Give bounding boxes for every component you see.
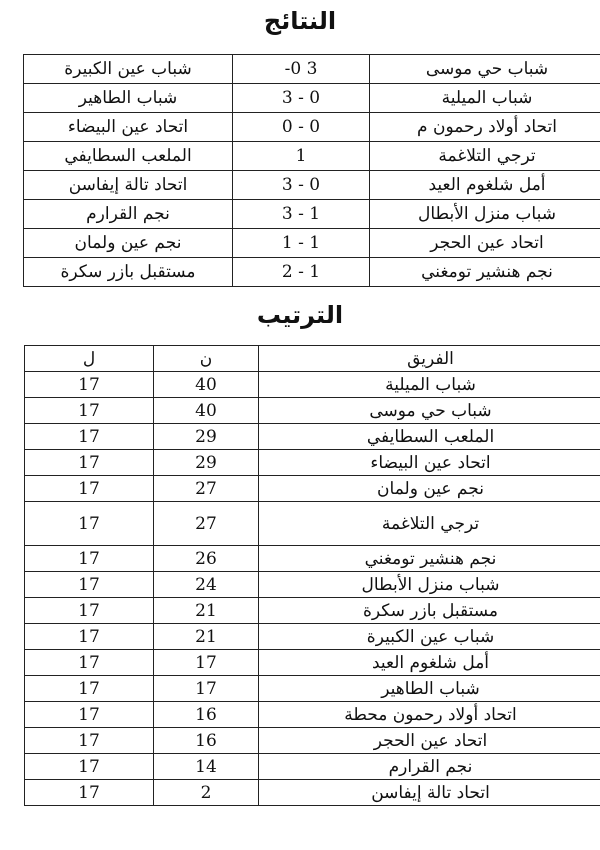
table-row xyxy=(25,780,600,806)
team-column-header: الفريق xyxy=(259,346,600,372)
away-team: شباب الطاهير xyxy=(24,84,233,113)
points-cell: 16 xyxy=(154,702,259,728)
table-row xyxy=(25,372,600,398)
team-cell: أمل شلغوم العيد xyxy=(259,650,600,676)
team-cell: اتحاد عين الحجر xyxy=(259,728,600,754)
table-row xyxy=(25,572,600,598)
table-row xyxy=(25,754,600,780)
match-score: 3 - 0 xyxy=(233,84,370,113)
away-team: نجم القرارم xyxy=(24,200,233,229)
home-team: ترجي التلاغمة xyxy=(370,142,600,171)
points-cell: 40 xyxy=(154,372,259,398)
home-team: نجم هنشير تومغني xyxy=(370,258,600,287)
played-cell: 17 xyxy=(25,650,154,676)
played-cell: 17 xyxy=(25,702,154,728)
team-cell: اتحاد تالة إيفاسن xyxy=(259,780,600,806)
team-cell: شباب حي موسى xyxy=(259,398,600,424)
points-cell: 21 xyxy=(154,624,259,650)
played-cell: 17 xyxy=(25,424,154,450)
points-column-header: ن xyxy=(154,346,259,372)
table-row xyxy=(25,598,600,624)
team-cell: اتحاد عين البيضاء xyxy=(259,450,600,476)
table-header-row xyxy=(25,346,600,372)
home-team: شباب الميلية xyxy=(370,84,600,113)
team-cell: شباب منزل الأبطال xyxy=(259,572,600,598)
match-score: 1 - 1 xyxy=(233,229,370,258)
away-team: شباب عين الكبيرة xyxy=(24,55,233,84)
points-cell: 40 xyxy=(154,398,259,424)
team-cell: اتحاد أولاد رحمون محطة xyxy=(259,702,600,728)
away-team: نجم عين ولمان xyxy=(24,229,233,258)
played-cell: 17 xyxy=(25,372,154,398)
points-cell: 14 xyxy=(154,754,259,780)
team-cell: الملعب السطايفي xyxy=(259,424,600,450)
standings-title: الترتيب xyxy=(256,301,344,329)
team-cell: نجم هنشير تومغني xyxy=(259,546,600,572)
table-row xyxy=(24,171,600,200)
points-cell: 26 xyxy=(154,546,259,572)
table-row xyxy=(25,546,600,572)
played-cell: 17 xyxy=(25,450,154,476)
played-cell: 17 xyxy=(25,676,154,702)
points-cell: 29 xyxy=(154,424,259,450)
away-team: الملعب السطايفي xyxy=(24,142,233,171)
played-cell: 17 xyxy=(25,476,154,502)
table-row xyxy=(25,624,600,650)
table-row xyxy=(24,229,600,258)
away-team: اتحاد تالة إيفاسن xyxy=(24,171,233,200)
home-team: أمل شلغوم العيد xyxy=(370,171,600,200)
table-row xyxy=(25,502,600,546)
away-team: اتحاد عين البيضاء xyxy=(24,113,233,142)
played-cell: 17 xyxy=(25,780,154,806)
match-score: 2 - 1 xyxy=(233,258,370,287)
table-row xyxy=(25,676,600,702)
home-team: اتحاد أولاد رحمون م xyxy=(370,113,600,142)
points-cell: 27 xyxy=(154,502,259,546)
points-cell: 16 xyxy=(154,728,259,754)
team-cell: نجم القرارم xyxy=(259,754,600,780)
played-column-header: ل xyxy=(25,346,154,372)
played-cell: 17 xyxy=(25,754,154,780)
points-cell: 17 xyxy=(154,676,259,702)
table-row xyxy=(24,142,600,171)
table-row xyxy=(25,450,600,476)
points-cell: 17 xyxy=(154,650,259,676)
table-row xyxy=(25,728,600,754)
points-cell: 27 xyxy=(154,476,259,502)
table-row xyxy=(24,84,600,113)
table-row xyxy=(25,398,600,424)
table-row xyxy=(24,200,600,229)
standings-table xyxy=(24,345,600,806)
points-cell: 24 xyxy=(154,572,259,598)
match-score: 3 0- xyxy=(233,55,370,84)
home-team: شباب حي موسى xyxy=(370,55,600,84)
match-score: 3 - 1 xyxy=(233,200,370,229)
match-score: 1 xyxy=(233,142,370,171)
played-cell: 17 xyxy=(25,572,154,598)
home-team: اتحاد عين الحجر xyxy=(370,229,600,258)
match-score: 0 - 0 xyxy=(233,113,370,142)
table-row xyxy=(25,702,600,728)
table-row xyxy=(24,113,600,142)
played-cell: 17 xyxy=(25,398,154,424)
team-cell: شباب الطاهير xyxy=(259,676,600,702)
team-cell: شباب الميلية xyxy=(259,372,600,398)
played-cell: 17 xyxy=(25,546,154,572)
table-row xyxy=(24,258,600,287)
points-cell: 2 xyxy=(154,780,259,806)
played-cell: 17 xyxy=(25,502,154,546)
table-row xyxy=(25,476,600,502)
team-cell: مستقبل بازر سكرة xyxy=(259,598,600,624)
points-cell: 21 xyxy=(154,598,259,624)
table-row xyxy=(25,650,600,676)
home-team: شباب منزل الأبطال xyxy=(370,200,600,229)
table-row xyxy=(24,55,600,84)
table-row xyxy=(25,424,600,450)
results-title: النتائج xyxy=(263,7,337,35)
team-cell: شباب عين الكبيرة xyxy=(259,624,600,650)
played-cell: 17 xyxy=(25,598,154,624)
played-cell: 17 xyxy=(25,624,154,650)
team-cell: نجم عين ولمان xyxy=(259,476,600,502)
points-cell: 29 xyxy=(154,450,259,476)
team-cell: ترجي التلاغمة xyxy=(259,502,600,546)
results-table xyxy=(23,54,600,287)
away-team: مستقبل بازر سكرة xyxy=(24,258,233,287)
match-score: 3 - 0 xyxy=(233,171,370,200)
played-cell: 17 xyxy=(25,728,154,754)
